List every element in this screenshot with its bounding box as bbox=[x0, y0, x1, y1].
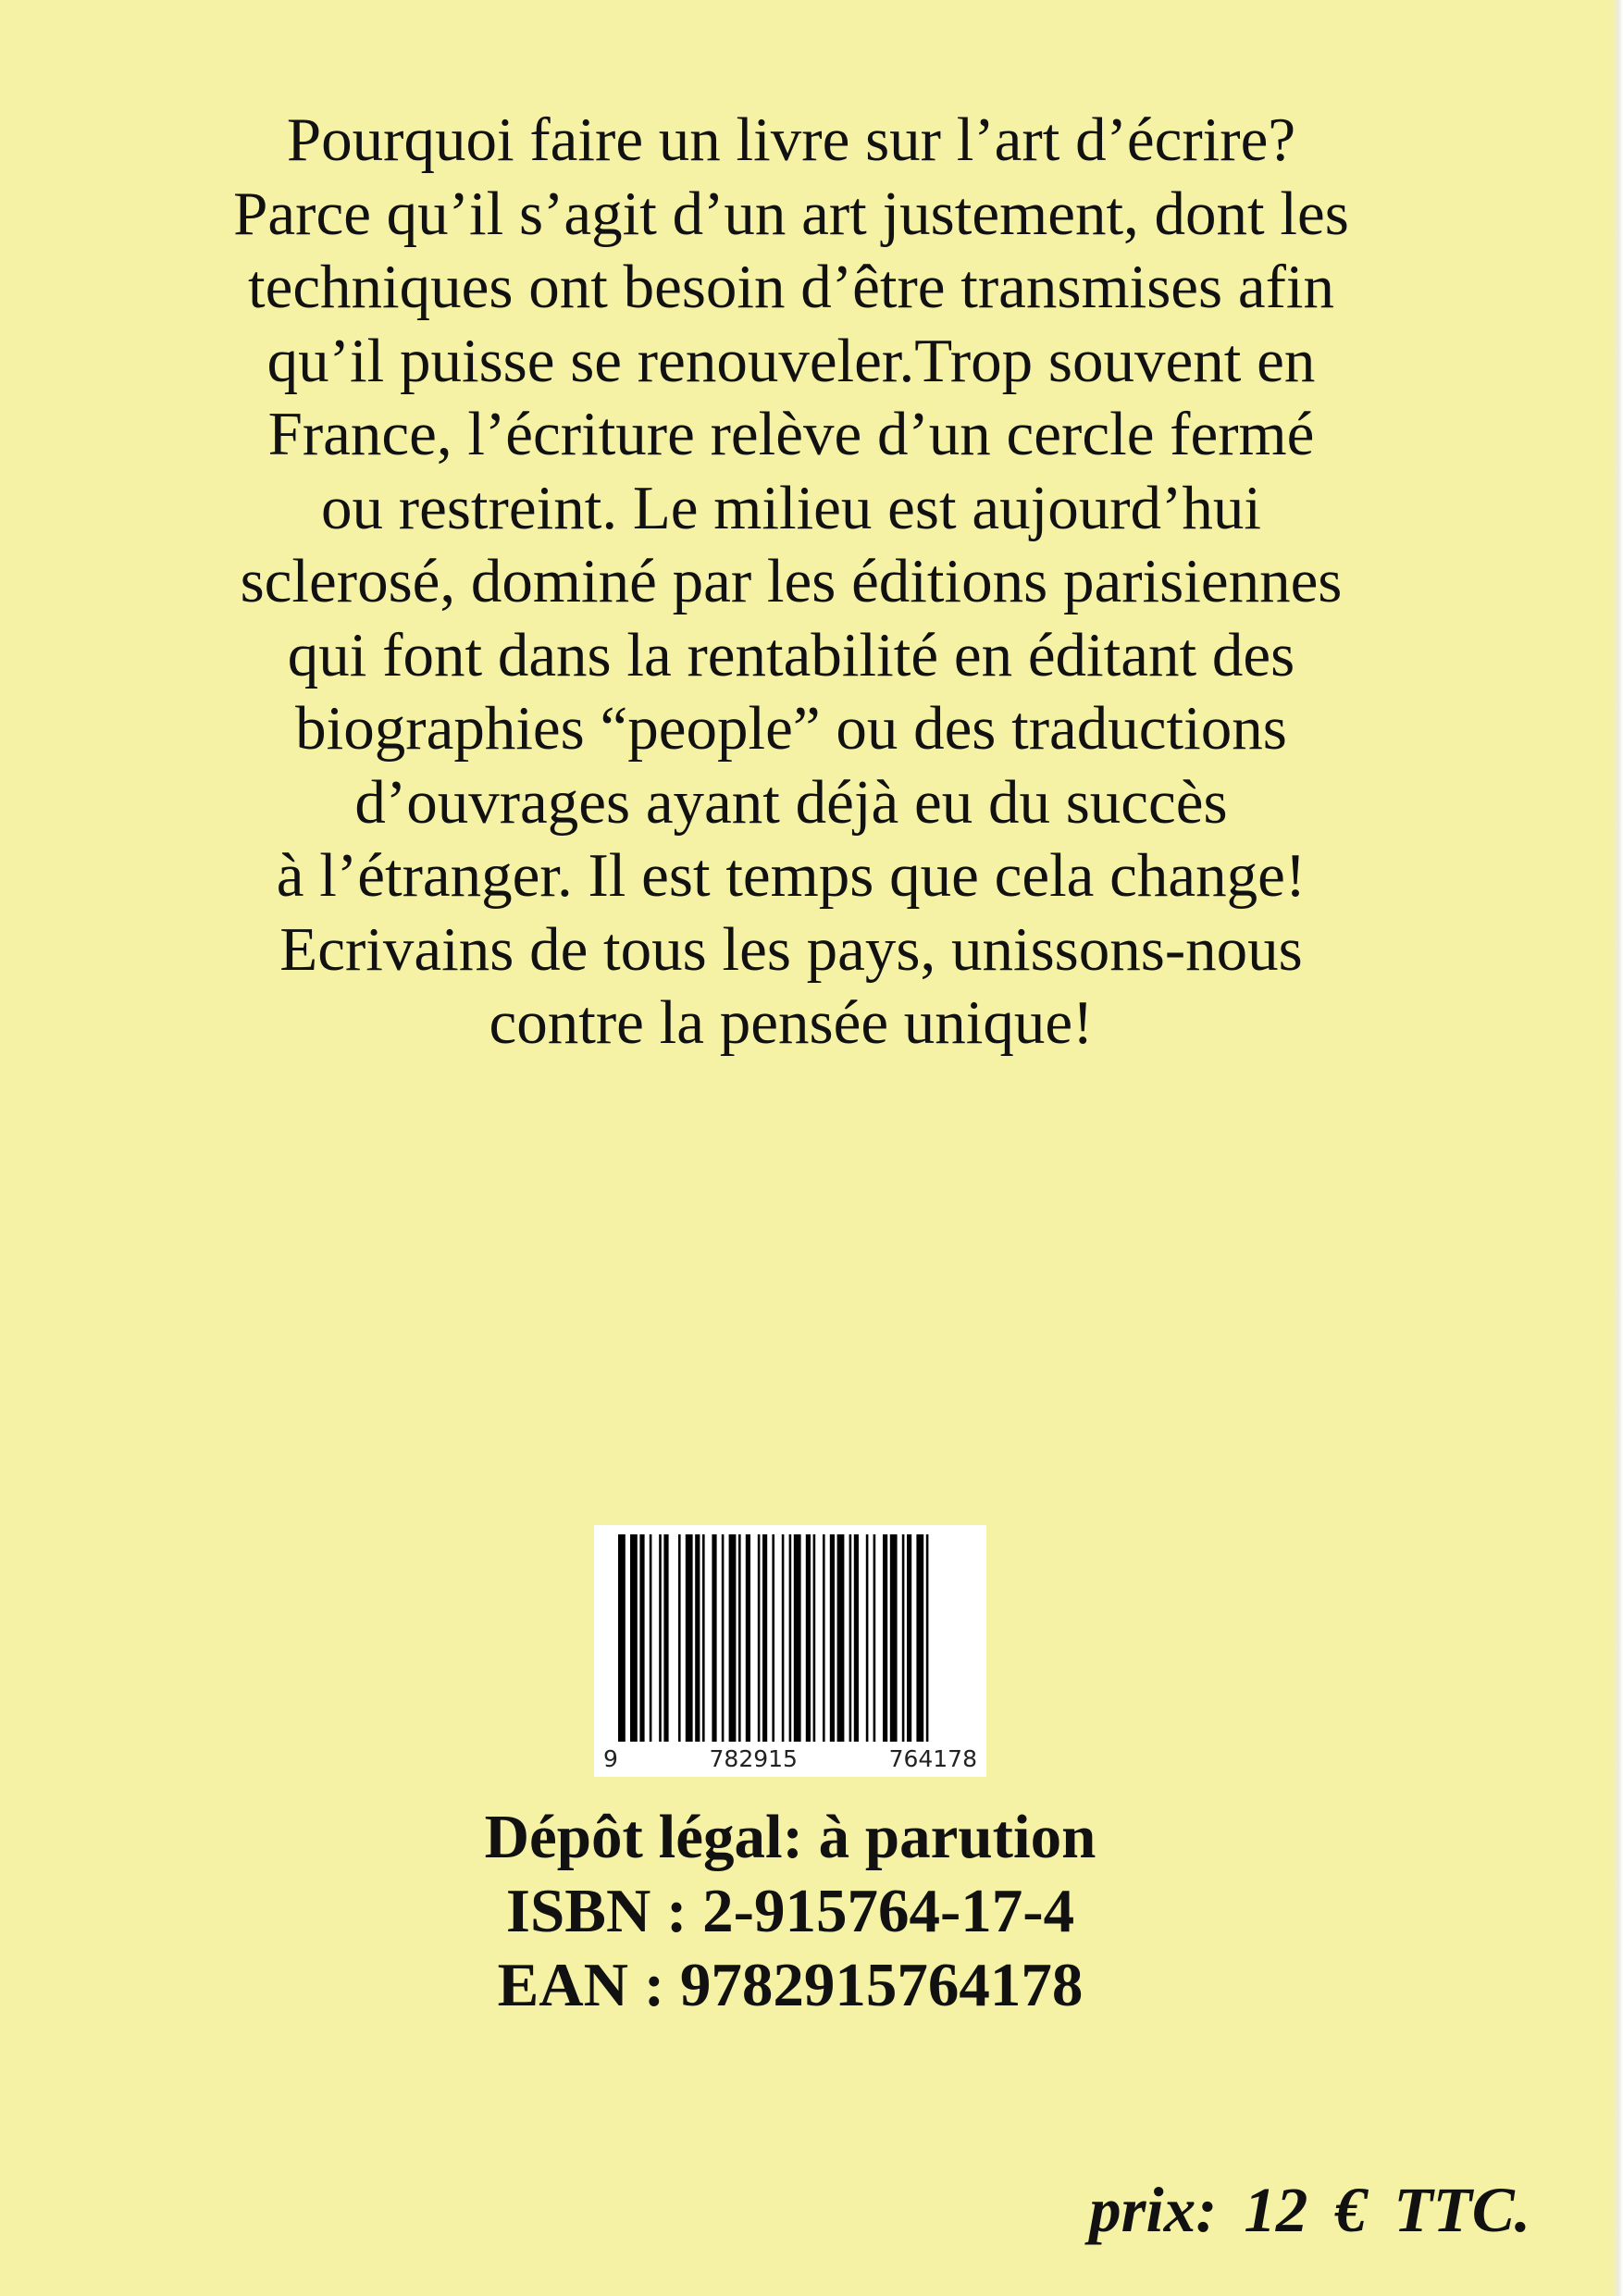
barcode bbox=[594, 1525, 986, 1777]
back-cover-blurb bbox=[111, 104, 1471, 1061]
legal-info bbox=[0, 1800, 1580, 2022]
barcode-icon bbox=[594, 1525, 986, 1777]
barcode-digits bbox=[594, 1745, 986, 1773]
blurb-line: Pourquoi faire un livre sur l’art d’écrire? bbox=[286, 105, 1296, 174]
barcode-digit-right: 764178 bbox=[888, 1745, 977, 1772]
ean: EAN : 9782915764178 bbox=[497, 1951, 1084, 2019]
blurb-line: France, l’écriture relève d’un cercle fermé bbox=[267, 400, 1315, 468]
blurb-line: ou restreint. Le milieu est aujourd’hui bbox=[321, 473, 1261, 542]
blurb-line: à l’étranger. Il est temps que cela change! bbox=[276, 841, 1307, 910]
blurb-line: sclerosé, dominé par les éditions parisiennes bbox=[240, 547, 1343, 615]
blurb-line: qu’il puisse se renouveler.Trop souvent en bbox=[266, 326, 1316, 395]
blurb-line: techniques ont besoin d’être transmises afin bbox=[247, 253, 1335, 321]
depot-legal: Dépôt légal: à parution bbox=[484, 1803, 1096, 1871]
blurb-line: Ecrivains de tous les pays, unissons-nous bbox=[279, 914, 1303, 984]
price: prix: 12 € TTC. bbox=[1089, 2175, 1530, 2245]
barcode-digit-left: 782915 bbox=[709, 1745, 798, 1772]
blurb-line: d’ouvrages ayant déjà eu du succès bbox=[354, 767, 1228, 837]
isbn: ISBN : 2-915764-17-4 bbox=[505, 1877, 1075, 1945]
page-edge bbox=[1612, 0, 1623, 2296]
blurb-line: contre la pensée unique! bbox=[489, 988, 1094, 1057]
blurb-line: Parce qu’il s’agit d’un art justement, dont les bbox=[233, 179, 1349, 248]
blurb-line: qui font dans la rentabilité en éditant des bbox=[287, 620, 1295, 689]
blurb-line: biographies “people” ou des traductions bbox=[295, 694, 1287, 763]
barcode-digit-lead: 9 bbox=[603, 1745, 618, 1772]
